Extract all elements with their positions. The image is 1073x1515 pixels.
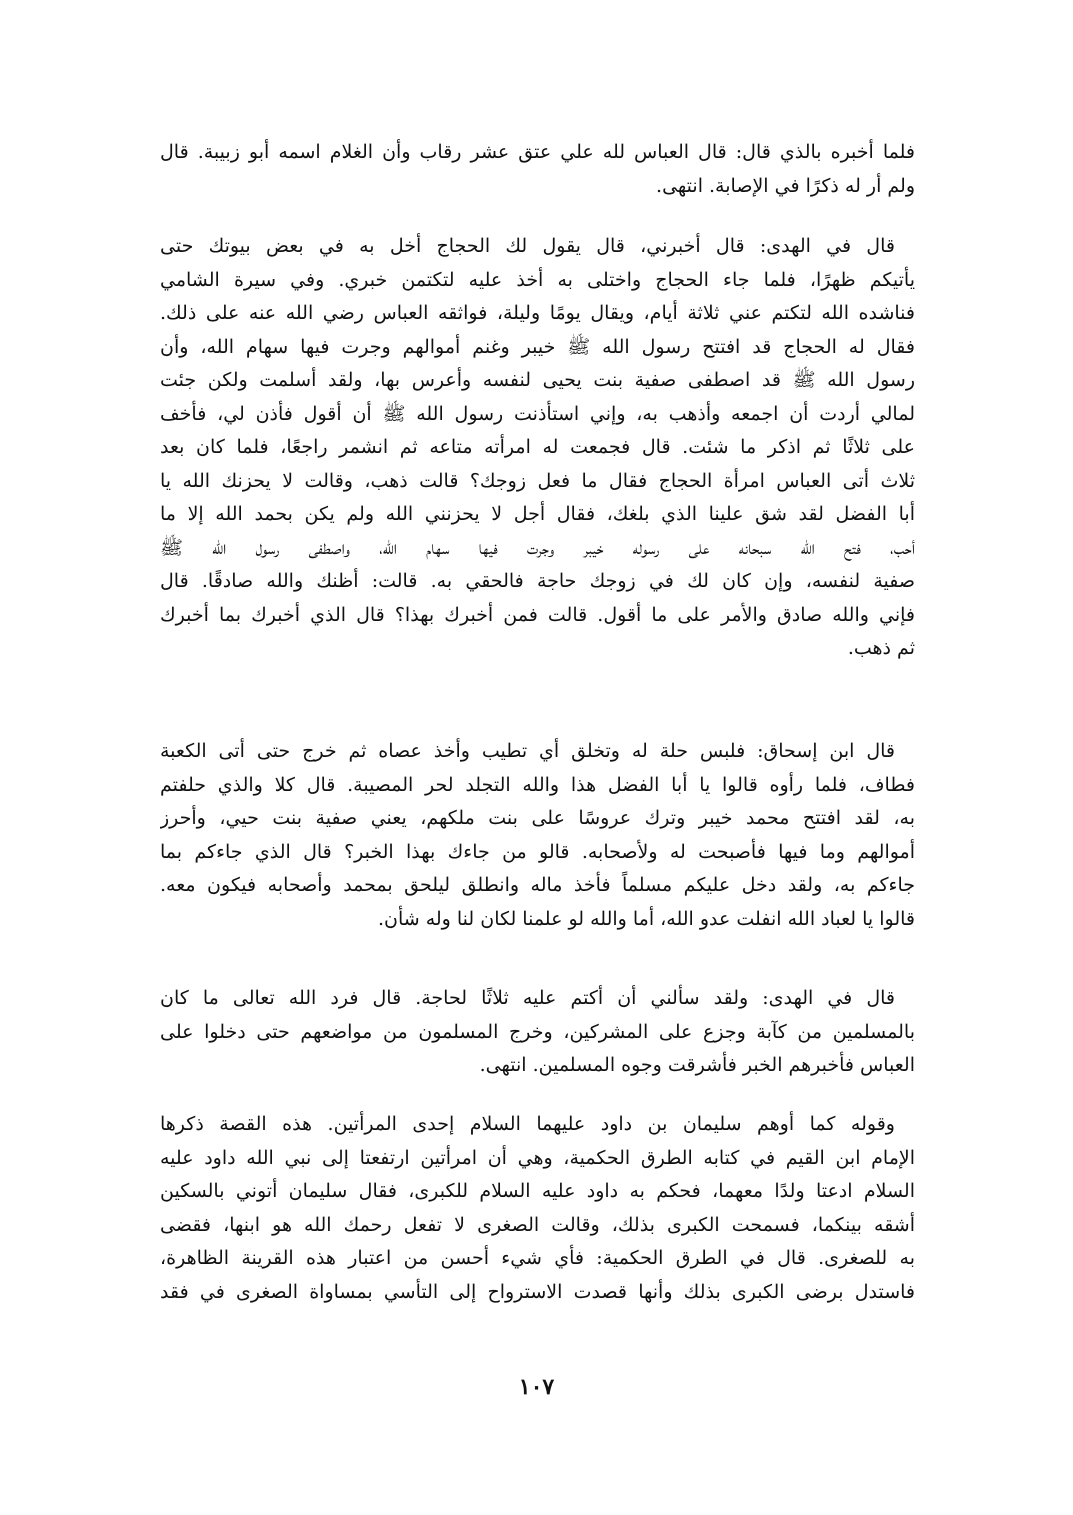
page-number: ١٠٧ (518, 1374, 555, 1400)
text-line: ولم أر له ذكرًا في الإصابة. انتهى. (656, 174, 915, 197)
text-line: قال ابن إسحاق: فلبس حلة له وتخلق أي تطيب وأخذ عصاه ثم خرج حتى أتى الكعبة (160, 740, 895, 762)
paragraph-3 (160, 735, 915, 936)
text-line: فلما أخبره بالذي قال: قال العباس لله علي عتق عشر رقاب وأن الغلام اسمه أبو زبيبة. قال (160, 141, 915, 163)
text-line: به للصغرى. قال في الطرق الحكمية: فأي شيء أحسن من اعتبار هذه القرينة الظاهرة، (160, 1247, 915, 1269)
text-line: وقوله كما أوهم سليمان بن داود عليهما السلام إحدى المرأتين. هذه القصة ذكرها (160, 1113, 895, 1135)
text-line: قالوا يا لعباد الله انفلت عدو الله، أما والله لو علمنا لكان لنا وله شأن. (377, 907, 915, 930)
text-line: فقال له الحجاج قد افتتح رسول الله ﷺ خيبر وغنم أموالهم وجرت فيها سهام الله، وأن (160, 335, 915, 358)
paragraph-2 (160, 230, 915, 666)
text-line: أبا الفضل لقد شق علينا الذي بلغك، فقال أجل لا يحزنني الله ولم يكن بحمد الله إلا ما (160, 503, 915, 525)
text-line: رسول الله ﷺ قد اصطفى صفية بنت يحيى لنفسه وأعرس بها، ولقد أسلمت ولكن جئت (160, 369, 915, 391)
paragraph-1 (160, 136, 915, 203)
text-line: على ثلاثًا ثم اذكر ما شئت. قال فجمعت له امرأته متاعه ثم انشمر راجعًا، فلما كان بعد (160, 436, 915, 458)
text-line: جاءكم به، ولقد دخل عليكم مسلماً فأخذ ماله وانطلق ليلحق بمحمد وأصحابه فيكون معه. (160, 874, 915, 896)
text-line: به، لقد افتتح محمد خيبر وترك عروسًا على بنت ملكهم، يعني صفية بنت حيي، وأحرز (160, 807, 915, 829)
text-line: أموالهم وما فيها فأصبحت له ولأصحابه. قالو من جاءك بهذا الخبر؟ قال الذي جاءكم بما (160, 840, 915, 863)
paragraph-4 (160, 982, 915, 1083)
text-line: الإمام ابن القيم في كتابه الطرق الحكمية، وهي أن امرأتين ارتفعتا إلى نبي الله داود عليه (160, 1146, 915, 1169)
text-line: لمالي أردت أن اجمعه وأذهب به، وإني استأذنت رسول الله ﷺ أن أقول فأذن لي، فأخف (160, 402, 915, 425)
text-line: فطاف، فلما رأوه قالوا يا أبا الفضل هذا والله التجلد لحر المصيبة. قال كلا والذي حلفتم (160, 773, 915, 796)
text-line: يأتيكم ظهرًا، فلما جاء الحجاج واختلى به أخذ عليه لتكتمن خبري. وفي سيرة الشامي (160, 268, 915, 291)
text-line: ثلاث أتى العباس امرأة الحجاج فقال ما فعل زوجك؟ قالت ذهب، وقالت لا يحزنك الله يا (160, 469, 915, 492)
text-line: قال في الهدى: قال أخبرني، قال يقول لك الحجاج أخل به في بعض بيوتك حتى (160, 235, 895, 257)
text-line: فناشده الله لتكتم عني ثلاثة أيام، ويقال يومًا وليلة، فواثقه العباس رضي الله عنه على ذلك. (160, 302, 915, 324)
text-line: قال في الهدى: ولقد سألني أن أكتم عليه ثلاثًا لحاجة. قال فرد الله تعالى ما كان (160, 987, 895, 1009)
text-line: فإني والله صادق والأمر على ما أقول. قالت فمن أخبرك بهذا؟ قال الذي أخبرك بما أخبرك (160, 603, 915, 626)
text-line: بالمسلمين من كآبة وجزع على المشركين، وخرج المسلمون من مواضعهم حتى دخلوا على (160, 1020, 915, 1043)
text-line: السلام ادعتا ولدًا معهما، فحكم به داود عليه السلام للكبرى، فقال سليمان أتوني بالسكين (160, 1180, 915, 1202)
paragraph-5 (160, 1108, 915, 1309)
text-line: ثم ذهب. (847, 637, 915, 659)
text-line: أحب، فتح الله سبحانه على رسوله خيبر وجرت فيها سهام الله، واصطفى رسول الله ﷺ (160, 536, 915, 559)
text-line: العباس فأخبرهم الخبر فأشرقت وجوه المسلمين. انتهى. (479, 1054, 915, 1076)
text-line: أشقه بينكما، فسمحت الكبرى بذلك، وقالت الصغرى لا تفعل رحمك الله هو ابنها، فقضى (160, 1213, 915, 1236)
text-line: صفية لنفسه، وإن كان لك في زوجك حاجة فالحقي به. قالت: أظنك والله صادقًا. قال (160, 570, 915, 592)
text-line: فاستدل برضى الكبرى بذلك وأنها قصدت الاسترواح إلى التأسي بمساواة الصغرى في فقد (160, 1280, 915, 1303)
